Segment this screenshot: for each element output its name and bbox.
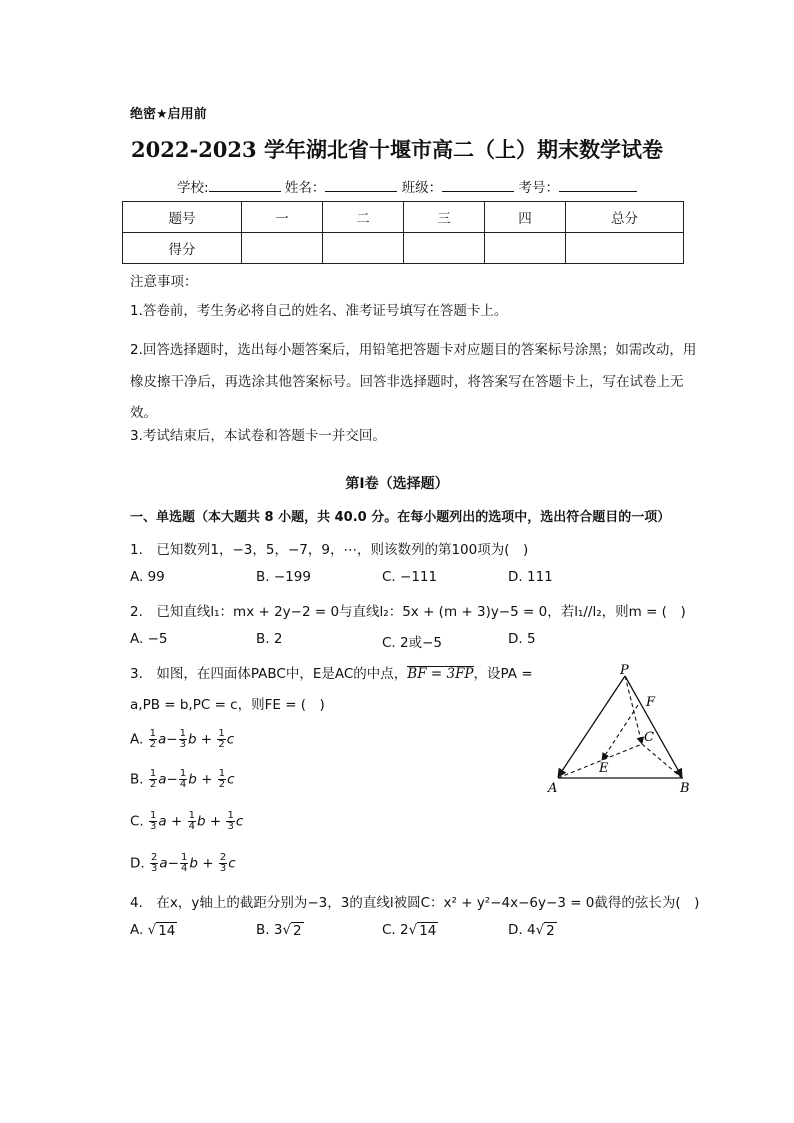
exam-number-blank[interactable] <box>559 179 637 192</box>
q1-option-a[interactable]: A. 99 <box>130 569 165 585</box>
note-item-2: 2.回答选择题时，选出每小题答案后，用铅笔把答题卡对应题目的答案标号涂黑；如需改动，用橡皮擦干净后，再选涂其他答案标号。回答非选择题时，将答案写在答题卡上，写在试卷上无效。 <box>130 342 697 421</box>
q3-option-b[interactable]: B. $\frac{1}{2}$ a− $\frac{1}{4}$ b + $\frac{1}{2}$ c <box>130 768 235 790</box>
table-cell: 三 <box>404 202 485 233</box>
question-1-options <box>130 569 590 587</box>
q3-option-d[interactable]: D. $\frac{2}{3}$ a− $\frac{1}{4}$ b + $\frac{2}{3}$ c <box>130 852 236 874</box>
score-input-cell[interactable] <box>323 233 404 264</box>
q4-option-d[interactable]: D. 4√ 2 <box>508 922 555 939</box>
class-blank[interactable] <box>442 179 514 192</box>
section-title: 第Ⅰ卷（选择题） <box>345 476 449 492</box>
q3-option-a[interactable]: A. $\frac{1}{2}$ a− $\frac{1}{3}$ b + $\frac{1}{2}$ c <box>130 728 235 750</box>
table-cell: 题号 <box>123 202 242 233</box>
q1-option-d[interactable]: D. 111 <box>508 569 553 585</box>
q2-option-c[interactable]: C. 2或−5 <box>382 635 442 651</box>
label-c: C <box>644 730 654 745</box>
q4-option-b[interactable]: B. 3√ 2 <box>256 922 302 939</box>
note-item-3: 3.考试结束后，本试卷和答题卡一并交回。 <box>130 428 386 444</box>
student-info-line <box>177 176 637 196</box>
q4-option-c[interactable]: C. 2√ 14 <box>382 922 437 939</box>
score-input-cell[interactable] <box>566 233 684 264</box>
question-4-options <box>130 922 590 942</box>
question-4-stem: 4. 在x，y轴上的截距分别为−3，3的直线l被圆C：x² + y²−4x−6y−3 = 0截得的弦长为( ) <box>130 895 700 911</box>
q4-option-a[interactable]: A. √ 14 <box>130 922 176 939</box>
question-3-stem-line-1: 3. 如图，在四面体PABC中，E是AC的中点，BF = 3FP，设PA = <box>130 666 533 682</box>
tetrahedron-figure <box>540 660 700 800</box>
edge-pa <box>558 676 625 777</box>
table-cell: 四 <box>485 202 566 233</box>
q1-option-b[interactable]: B. −199 <box>256 569 311 585</box>
part-one-heading: 一、单选题（本大题共 8 小题，共 40.0 分。在每小题列出的选项中，选出符合题目的一项） <box>130 510 671 525</box>
label-e: E <box>599 761 609 776</box>
table-cell: 二 <box>323 202 404 233</box>
note-item-1: 1.答卷前，考生务必将自己的姓名、准考证号填写在答题卡上。 <box>130 303 508 319</box>
label-b: B <box>680 781 690 796</box>
table-cell: 一 <box>242 202 323 233</box>
exam-number-label: 考号： <box>518 180 559 196</box>
q3-option-c[interactable]: C. $\frac{1}{3}$ a + $\frac{1}{4}$ b + $\frac{1}{3}$ c <box>130 810 244 832</box>
label-f: F <box>646 695 656 710</box>
edge-pc <box>625 676 642 744</box>
question-3-stem-line-2: a,PB = b,PC = c，则FE = ( ) <box>130 697 325 713</box>
edge-pb <box>625 676 682 777</box>
question-1-stem: 1. 已知数列1，−3，5，−7，9，⋯，则该数列的第100项为( ) <box>130 542 529 558</box>
edge-cb <box>642 744 682 778</box>
score-table <box>122 201 684 264</box>
name-label: 姓名： <box>284 180 326 196</box>
label-p: P <box>620 663 629 678</box>
confidential-label: 绝密★启用前 <box>130 107 207 122</box>
q2-option-a[interactable]: A. −5 <box>130 631 168 647</box>
class-label: 班级： <box>401 180 443 196</box>
question-2-stem: 2. 已知直线l₁：mx + 2y−2 = 0与直线l₂：5x + (m + 3)y−5 = 0，若l₁//l₂，则m = ( ) <box>130 604 686 620</box>
school-blank[interactable] <box>209 179 281 192</box>
score-input-cell[interactable] <box>242 233 323 264</box>
exam-title: 2022-2023 学年湖北省十堰市高二（上）期末数学试卷 <box>131 137 663 162</box>
vector-fe <box>602 705 638 760</box>
q2-option-d[interactable]: D. 5 <box>508 631 536 647</box>
label-a: A <box>548 781 558 796</box>
q2-option-b[interactable]: B. 2 <box>256 631 283 647</box>
table-row <box>123 233 684 264</box>
score-input-cell[interactable] <box>485 233 566 264</box>
table-cell: 得分 <box>123 233 242 264</box>
name-blank[interactable] <box>325 179 397 192</box>
question-2-options <box>130 631 590 649</box>
school-label: 学校: <box>177 180 209 196</box>
q1-option-c[interactable]: C. −111 <box>382 569 438 585</box>
table-cell: 总分 <box>566 202 684 233</box>
notes-title: 注意事项： <box>130 274 198 290</box>
score-input-cell[interactable] <box>404 233 485 264</box>
table-row <box>123 202 684 233</box>
